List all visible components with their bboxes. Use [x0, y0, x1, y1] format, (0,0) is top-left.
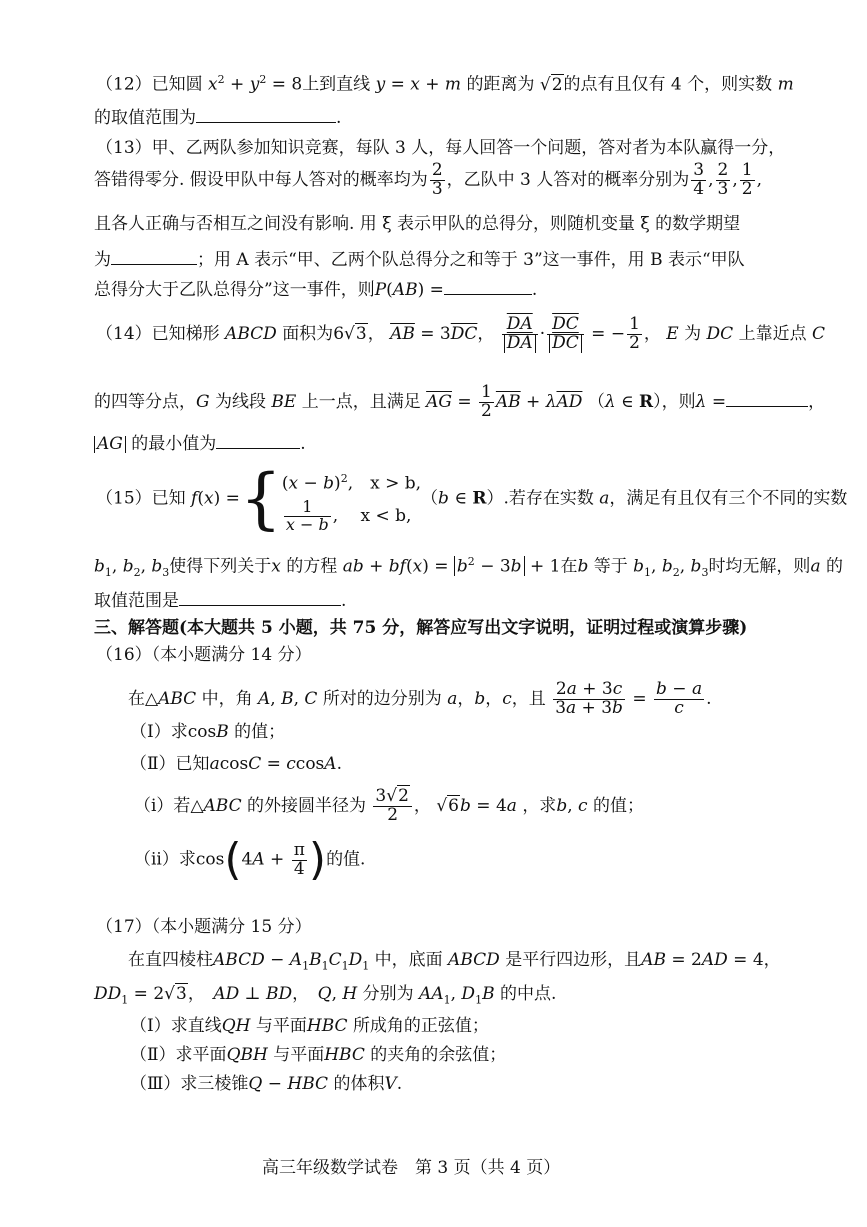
question-16-part1: （Ⅰ）求cosB 的值； [130, 722, 286, 742]
question-12-line2: 的取值范围为 . [94, 108, 342, 128]
question-17-header: （17）（本小题满分 15 分） [96, 917, 312, 937]
question-17-part3: （Ⅲ）求三棱锥Q − HBC 的体积V. [130, 1074, 403, 1094]
answer-blank [726, 392, 808, 407]
question-15-line3: 取值范围是 . [94, 591, 347, 611]
question-14-line2: 的四等分点，G 为线段 BE 上一点，且满足 $\overline{AG}$ = $\frac{1}{2}$ $\overline{AB} + \lambda\overline{AD}$ （λ ∈ R），则λ = ， [94, 382, 826, 421]
question-16-part2-ii: （ii）求cos(4A + $\frac{\pi}{4}$ )的值. [134, 834, 366, 885]
section-3-title: 三、解答题(本大题共 5 小题，共 75 分，解答应写出文字说明，证明过程或演算步骤) [94, 618, 748, 638]
question-16-stem: 在△ABC 中，角 A, B, C 所对的边分别为 a，b，c，且 $\frac{2a + 3c}{3a + 3b}$ = $\frac{b - a}{c}$ . [128, 679, 712, 718]
question-15-line1: （15）已知 f(x) ={ $(x - b)^2$, x > b, $\frac{1}{x - b}$ , x < b, （b ∈ R）.若存在实数 a，满足有且仅有三个不同的实数 [96, 460, 848, 537]
question-16-part2-i: （i）若△ABC 的外接圆半径为 $\frac{3√2}{2}$ ， √6b = 4a ，求b, c 的值； [134, 786, 644, 825]
question-13-line1: （13）甲、乙两队参加知识竞赛，每队 3 人，每人回答一个问题，答对者为本队赢得一分， [96, 138, 786, 158]
question-14-line3: AG 的最小值为 . [94, 434, 306, 453]
question-17-stem-line2: $DD_1 = 2√3$， AD ⊥ BD， Q, H 分别为 $AA_1$, $D_1B$ 的中点. [94, 984, 557, 1007]
question-number: （13） [96, 138, 152, 158]
answer-blank [179, 591, 341, 606]
question-17-part2: （Ⅱ）求平面QBH 与平面HBC 的夹角的余弦值； [130, 1045, 507, 1065]
question-14-line1: （14）已知梯形 ABCD 面积为6√3， $\overline{AB} = 3\overline{DC}$， $\frac{\overline{DA}}{DA}$ · $\frac{\overline{DC}}{DC}$ = − $\frac{1}{2}$ ， E 为 DC 上靠近点 C [96, 314, 825, 353]
question-number: （15） [96, 488, 152, 509]
page-footer: 高三年级数学试卷 第 3 页（共 4 页） [262, 1158, 561, 1178]
question-17-part1: （Ⅰ）求直线QH 与平面HBC 所成角的正弦值； [130, 1016, 489, 1036]
answer-blank [444, 280, 532, 295]
question-13-line3: 且各人正确与否相互之间没有影响. 用 ξ 表示甲队的总得分，则随机变量 ξ 的数学期望 [94, 214, 741, 234]
question-12-line1: （12）已知圆 $x^2 + y^2 = 8$上到直线 y = x + m 的距离为 √2的点有且仅有 4 个，则实数 m [96, 73, 794, 95]
question-13-line4: 为 ；用 A 表示“甲、乙两个队总得分之和等于 3”这一事件，用 B 表示“甲队 [94, 250, 745, 270]
question-number: （12） [96, 74, 152, 95]
question-number: （14） [96, 323, 152, 344]
answer-blank [111, 250, 197, 265]
answer-blank [216, 434, 300, 449]
question-13-line2: 答错得零分. 假设甲队中每人答对的概率均为 $\frac{2}{3}$ ，乙队中 3 人答对的概率分别为 $\frac{3}{4}$ , $\frac{2}{3}$ , $\frac{1}{2}$ , [94, 160, 762, 199]
answer-blank [196, 108, 336, 123]
question-15-line2: $b_1$, $b_2$, $b_3$使得下列关于x 的方程 ab + $bf(x) = b^2 - 3b + 1$在b 等于 $b_1$, $b_2$, $b_3$时均无解，则a 的 [94, 555, 843, 580]
question-13-line5: 总得分大于乙队总得分”这一事件，则P(AB) = . [94, 280, 538, 300]
question-16-header: （16）（本小题满分 14 分） [96, 645, 312, 665]
question-17-stem-line1: 在直四棱柱ABCD − $A_1B_1C_1D_1$ 中，底面 ABCD 是平行四边形，且AB = 2AD = 4， [128, 950, 781, 973]
question-16-part2: （Ⅱ）已知acosC = ccosA. [130, 754, 342, 774]
